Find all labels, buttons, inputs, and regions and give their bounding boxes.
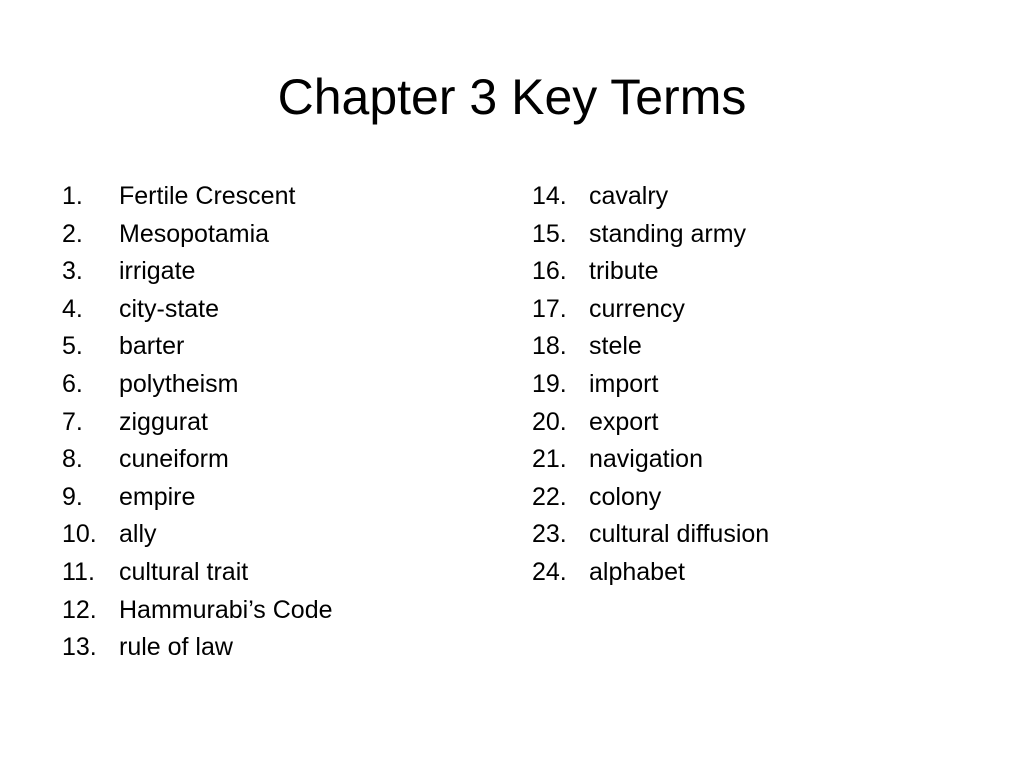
list-item xyxy=(62,328,333,366)
list-item xyxy=(532,216,769,254)
term-label: Fertile Crescent xyxy=(119,182,296,210)
term-label: standing army xyxy=(589,219,747,248)
list-item xyxy=(532,404,769,442)
list-item xyxy=(532,366,769,404)
term-label: polytheism xyxy=(119,369,239,398)
list-item xyxy=(62,592,333,630)
term-number: 21. xyxy=(532,445,567,474)
term-number: 6. xyxy=(62,369,83,398)
terms-list-right xyxy=(532,178,769,592)
list-item xyxy=(532,516,769,554)
term-number: 20. xyxy=(532,407,567,436)
term-number: 2. xyxy=(62,219,83,248)
list-item xyxy=(62,554,333,592)
term-label: empire xyxy=(119,482,196,511)
term-label: navigation xyxy=(589,445,703,474)
list-item xyxy=(62,216,333,254)
term-number: 13. xyxy=(62,633,97,662)
term-number: 19. xyxy=(532,369,567,398)
term-number: 7. xyxy=(62,407,83,436)
term-label: alphabet xyxy=(589,557,685,586)
terms-list-left xyxy=(62,178,333,667)
term-number: 11. xyxy=(62,557,95,586)
list-item xyxy=(532,291,769,329)
list-item xyxy=(532,554,769,592)
list-item xyxy=(62,178,333,216)
term-label: export xyxy=(589,407,659,436)
list-item xyxy=(532,178,769,216)
list-item xyxy=(62,404,333,442)
list-item xyxy=(532,441,769,479)
term-label: rule of law xyxy=(119,633,233,662)
term-number: 14. xyxy=(532,182,567,210)
term-label: colony xyxy=(589,482,662,511)
term-label: cavalry xyxy=(589,182,669,210)
term-number: 5. xyxy=(62,332,83,361)
term-label: import xyxy=(589,369,659,398)
term-number: 1. xyxy=(62,182,83,210)
term-label: stele xyxy=(589,332,642,361)
list-item xyxy=(62,516,333,554)
term-number: 23. xyxy=(532,520,567,549)
term-number: 8. xyxy=(62,445,83,474)
term-label: barter xyxy=(119,332,185,361)
term-number: 18. xyxy=(532,332,567,361)
list-item xyxy=(62,366,333,404)
term-label: cuneiform xyxy=(119,445,229,474)
term-label: tribute xyxy=(589,257,659,286)
term-label: cultural diffusion xyxy=(589,520,770,549)
term-number: 12. xyxy=(62,595,97,624)
term-number: 4. xyxy=(62,294,83,323)
term-label: cultural trait xyxy=(119,557,249,586)
term-label: Hammurabi’s Code xyxy=(119,595,333,624)
list-item xyxy=(532,253,769,291)
list-item xyxy=(62,629,333,667)
term-label: irrigate xyxy=(119,257,196,286)
list-item xyxy=(532,479,769,517)
term-number: 24. xyxy=(532,557,567,586)
list-item xyxy=(62,479,333,517)
term-label: currency xyxy=(589,294,685,323)
list-item xyxy=(532,328,769,366)
list-item xyxy=(62,441,333,479)
term-label: ziggurat xyxy=(119,407,208,436)
term-number: 22. xyxy=(532,482,567,511)
term-number: 9. xyxy=(62,482,83,511)
term-number: 16. xyxy=(532,257,567,286)
list-item xyxy=(62,291,333,329)
term-number: 10. xyxy=(62,520,97,549)
list-item xyxy=(62,253,333,291)
slide-title: Chapter 3 Key Terms xyxy=(277,69,747,125)
term-label: ally xyxy=(119,520,157,549)
term-number: 3. xyxy=(62,257,83,286)
term-number: 17. xyxy=(532,294,567,323)
term-label: city-state xyxy=(119,294,220,323)
term-label: Mesopotamia xyxy=(119,219,270,248)
term-number: 15. xyxy=(532,219,567,248)
